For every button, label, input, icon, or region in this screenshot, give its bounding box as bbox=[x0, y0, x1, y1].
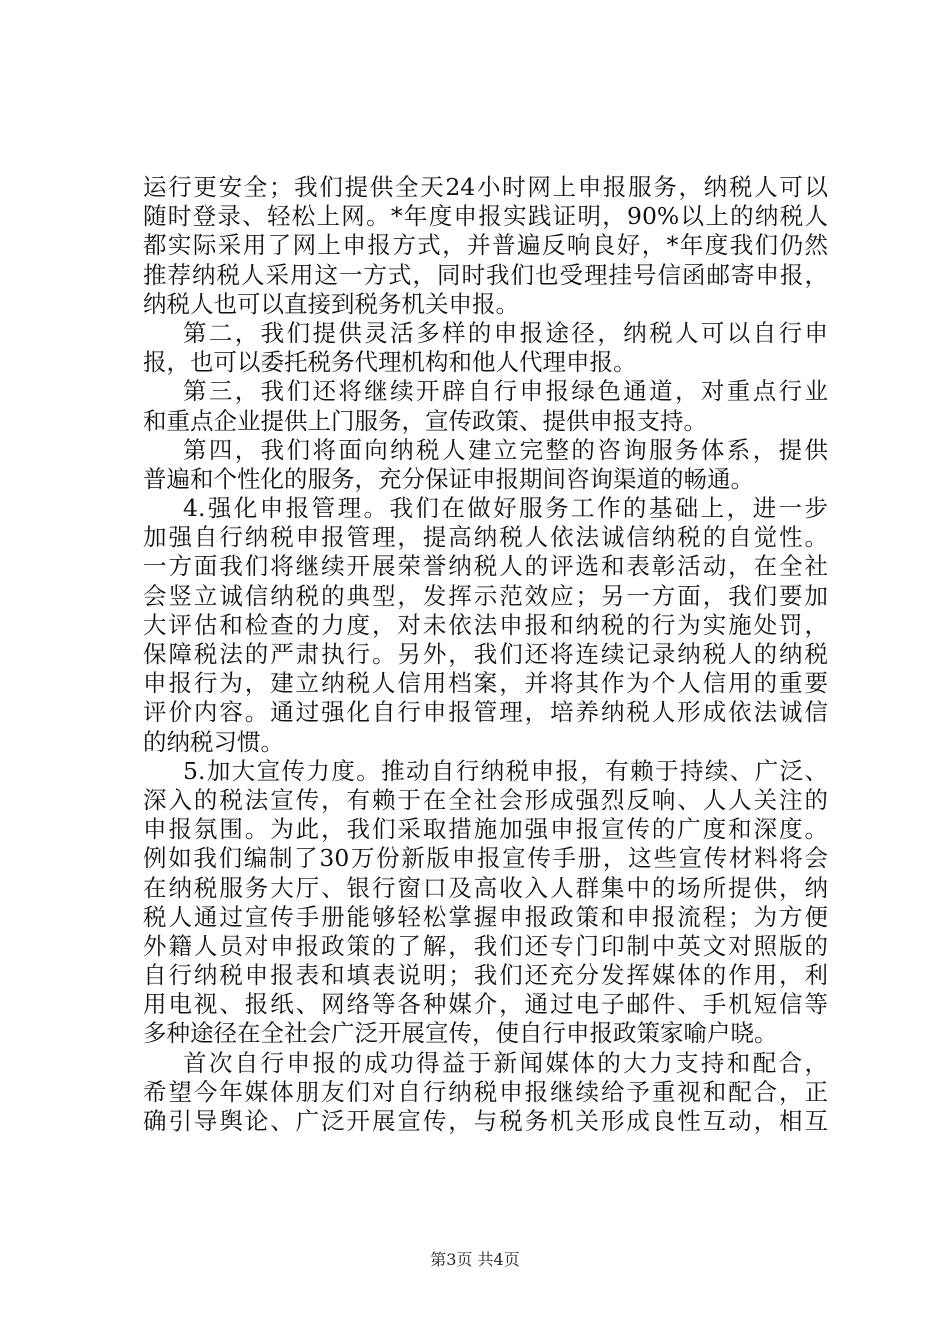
text-line: 报，也可以委托税务代理机构和他人代理申报。 bbox=[143, 348, 637, 377]
text-line: 深入的税法宣传，有赖于在全社会形成强烈反响、人人关注的 bbox=[143, 785, 828, 814]
text-line: 加强自行纳税申报管理，提高纳税人依法诚信纳税的自觉性。 bbox=[143, 523, 828, 552]
text-line: 第四，我们将面向纳税人建立完整的咨询服务体系，提供 bbox=[183, 435, 828, 464]
text-line: 5.加大宣传力度。推动自行纳税申报，有赖于持续、广泛、 bbox=[183, 756, 828, 785]
text-line: 保障税法的严肃执行。另外，我们还将连续记录纳税人的纳税 bbox=[143, 640, 828, 668]
text-line: 用电视、报纸、网络等各种媒介，通过电子邮件、手机短信等 bbox=[143, 990, 828, 1019]
text-line: 希望今年媒体朋友们对自行纳税申报继续给予重视和配合，正 bbox=[143, 1077, 828, 1106]
text-line: 和重点企业提供上门服务，宣传政策、提供申报支持。 bbox=[143, 406, 707, 435]
text-line: 的纳税习惯。 bbox=[143, 727, 284, 756]
text-line: 会竖立诚信纳税的典型，发挥示范效应；另一方面，我们要加 bbox=[143, 581, 828, 610]
text-line: 申报氛围。为此，我们采取措施加强申报宣传的广度和深度。 bbox=[143, 815, 828, 844]
text-line: 4.强化申报管理。我们在做好服务工作的基础上，进一步 bbox=[183, 494, 828, 523]
text-line: 第三，我们还将继续开辟自行申报绿色通道，对重点行业 bbox=[183, 377, 828, 406]
text-line: 税人通过宣传手册能够轻松掌握申报政策和申报流程；为方便 bbox=[143, 902, 828, 931]
text-line: 大评估和检查的力度，对未依法申报和纳税的行为实施处罚， bbox=[143, 610, 828, 639]
text-line: 多种途径在全社会广泛开展宣传，使自行申报政策家喻户晓。 bbox=[143, 1019, 778, 1048]
text-line: 评价内容。通过强化自行申报管理，培养纳税人形成依法诚信 bbox=[143, 698, 828, 727]
text-line: 随时登录、轻松上网。*年度申报实践证明，90%以上的纳税人 bbox=[143, 202, 828, 231]
text-line: 都实际采用了网上申报方式，并普遍反响良好，*年度我们仍然 bbox=[143, 231, 828, 260]
text-line: 推荐纳税人采用这一方式，同时我们也受理挂号信函邮寄申报， bbox=[143, 260, 828, 289]
text-line: 在纳税服务大厅、银行窗口及高收入人群集中的场所提供，纳 bbox=[143, 873, 828, 902]
page-footer: 第3页 共4页 bbox=[430, 1250, 520, 1269]
text-line: 首次自行申报的成功得益于新闻媒体的大力支持和配合， bbox=[183, 1048, 828, 1077]
text-line: 纳税人也可以直接到税务机关申报。 bbox=[143, 289, 519, 318]
text-line: 第二，我们提供灵活多样的申报途径，纳税人可以自行申 bbox=[183, 318, 828, 347]
text-line: 例如我们编制了30万份新版申报宣传手册，这些宣传材料将会 bbox=[143, 844, 828, 873]
text-line: 自行纳税申报表和填表说明；我们还充分发挥媒体的作用，利 bbox=[143, 961, 828, 990]
text-line: 运行更安全；我们提供全天24小时网上申报服务，纳税人可以 bbox=[143, 173, 828, 201]
text-line: 外籍人员对申报政策的了解，我们还专门印制中英文对照版的 bbox=[143, 931, 828, 960]
text-line: 确引导舆论、广泛开展宣传，与税务机关形成良性互动，相互 bbox=[143, 1107, 828, 1135]
text-line: 普遍和个性化的服务，充分保证申报期间咨询渠道的畅通。 bbox=[143, 464, 754, 493]
body-text bbox=[143, 173, 828, 1136]
text-line: 一方面我们将继续开展荣誉纳税人的评选和表彰活动，在全社 bbox=[143, 552, 828, 581]
text-line: 申报行为，建立纳税人信用档案，并将其作为个人信用的重要 bbox=[143, 669, 828, 698]
